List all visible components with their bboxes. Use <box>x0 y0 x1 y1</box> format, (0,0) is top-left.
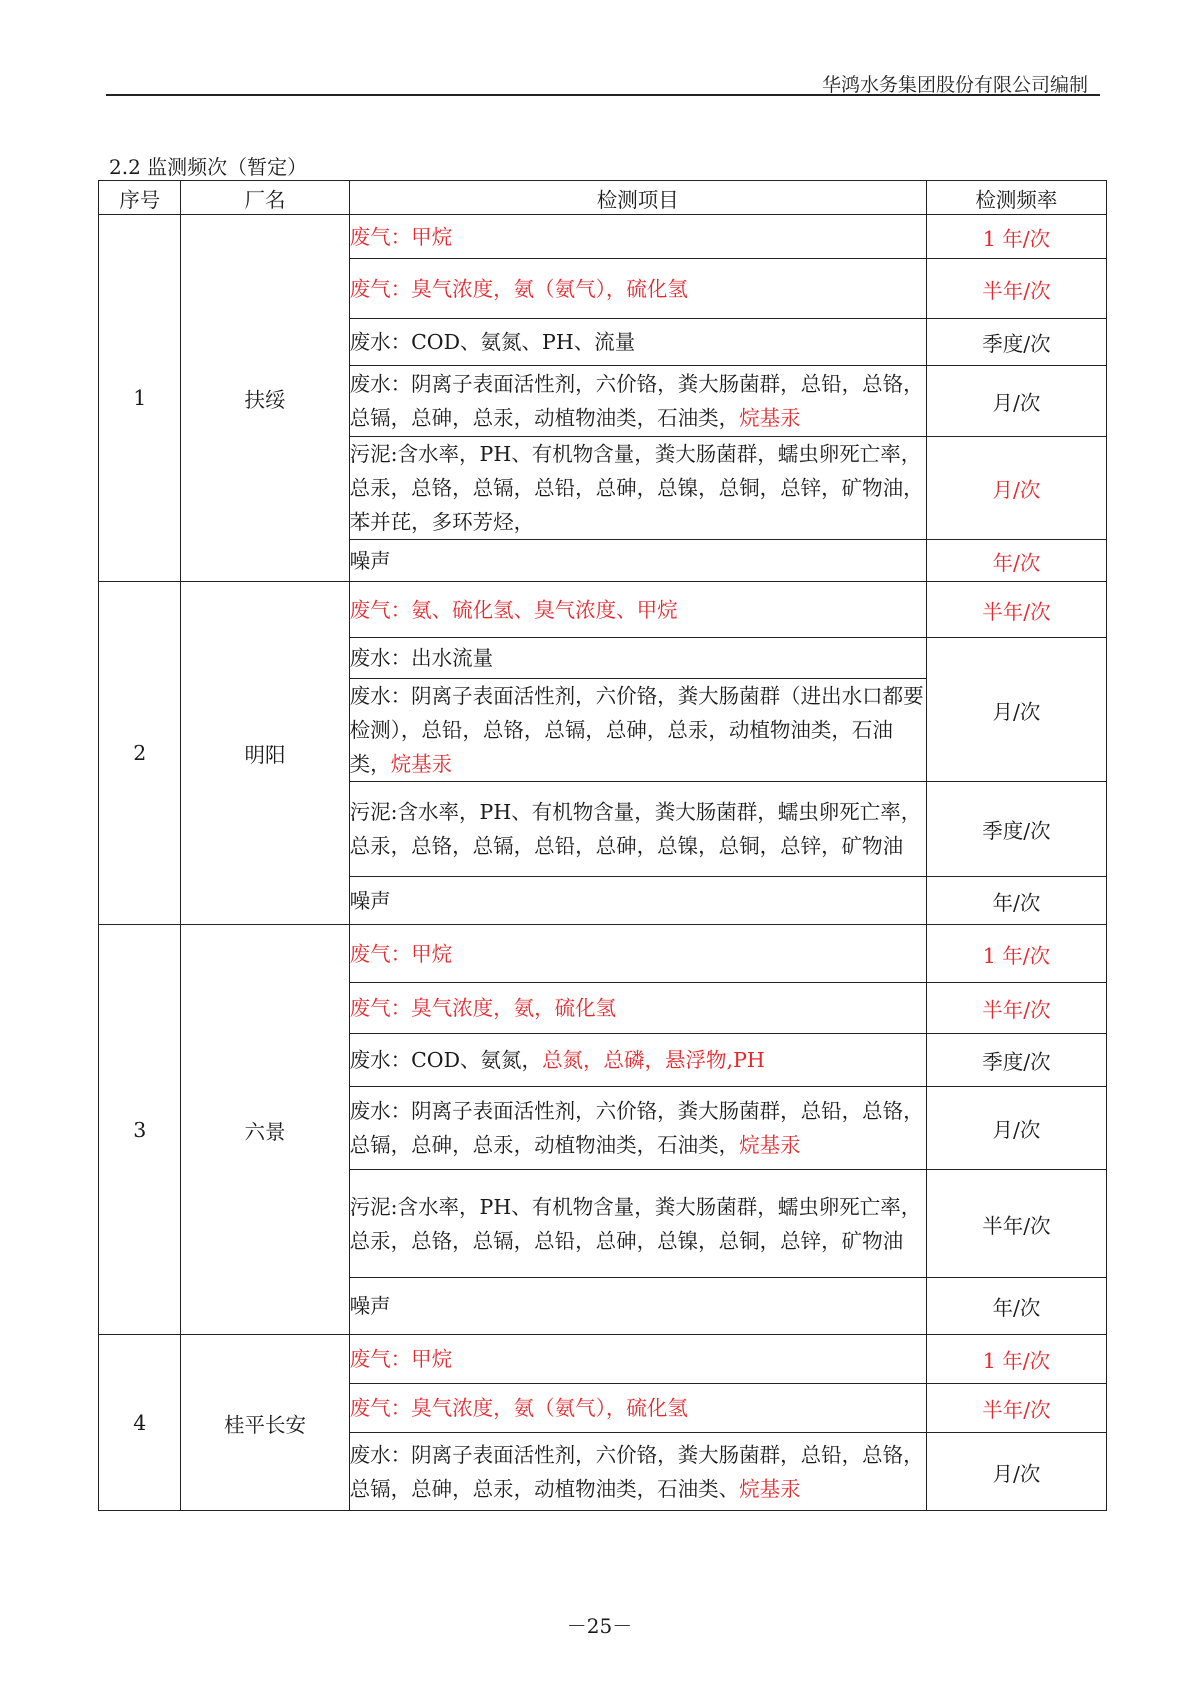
header-serial-no: 序号 <box>99 181 181 215</box>
test-item-cell: 污泥:含水率，PH、有机物含量，粪大肠菌群，蠕虫卵死亡率，总汞，总铬，总镉，总铅，总砷，总镍，总铜，总锌，矿物油，苯并芘，多环芳烃， <box>349 437 926 540</box>
page-number: －25－ <box>566 1614 633 1638</box>
header-test-items: 检测项目 <box>349 181 926 215</box>
test-item-cell: 废气：甲烷 <box>349 215 926 259</box>
frequency-cell: 年/次 <box>926 877 1106 925</box>
test-item-text: 废水：阴离子表面活性剂，六价铬，粪大肠菌群，总铅，总铬，总镉，总砷，总汞，动植物油类，石油类、 <box>349 1442 924 1501</box>
test-item-cell: 噪声 <box>349 540 926 582</box>
header-plant-name: 厂名 <box>181 181 349 215</box>
frequency-cell: 半年/次 <box>926 1384 1106 1433</box>
test-item-cell: 污泥:含水率，PH、有机物含量，粪大肠菌群，蠕虫卵死亡率，总汞，总铬，总镉，总铅，总砷，总镍，总铜，总锌，矿物油 <box>349 1170 926 1278</box>
test-item-text: 废水：阴离子表面活性剂，六价铬，粪大肠菌群，总铅，总铬，总镉，总砷，总汞，动植物油类，石油类， <box>349 372 924 430</box>
frequency-cell: 1 年/次 <box>926 1335 1106 1384</box>
test-item-cell: 废气：臭气浓度，氨，硫化氢 <box>349 983 926 1034</box>
test-item-cell: 污泥:含水率，PH、有机物含量，粪大肠菌群，蠕虫卵死亡率，总汞，总铬，总镉，总铅，总砷，总镍，总铜，总锌，矿物油 <box>349 782 926 877</box>
monitoring-frequency-table <box>98 180 1107 1511</box>
frequency-cell: 年/次 <box>926 1278 1106 1335</box>
test-item-cell <box>349 366 926 437</box>
highlighted-item-text: 烷基汞 <box>739 1133 801 1157</box>
header-test-frequency: 检测频率 <box>926 181 1106 215</box>
frequency-cell: 月/次 <box>926 1433 1106 1511</box>
document-header-org: 华鸿水务集团股份有限公司编制 <box>821 74 1088 96</box>
test-item-cell <box>349 1087 926 1170</box>
plant-name-cell: 桂平长安 <box>181 1335 349 1511</box>
test-item-text: 废水：阴离子表面活性剂，六价铬，粪大肠菌群，总铅，总铬，总镉，总砷，总汞，动植物油类，石油类， <box>349 1099 924 1157</box>
test-item-cell: 废水：出水流量 <box>349 638 926 679</box>
frequency-cell: 半年/次 <box>926 582 1106 638</box>
frequency-cell: 月/次 <box>926 1087 1106 1170</box>
frequency-cell: 月/次 <box>926 366 1106 437</box>
highlighted-item-text: 烷基汞 <box>739 1476 801 1501</box>
frequency-cell: 季度/次 <box>926 782 1106 877</box>
plant-name-cell: 六景 <box>181 925 349 1335</box>
frequency-cell: 半年/次 <box>926 1170 1106 1278</box>
test-item-cell: 废水：COD、氨氮、PH、流量 <box>349 319 926 366</box>
test-item-cell: 废气：甲烷 <box>349 925 926 983</box>
frequency-cell: 月/次 <box>926 638 1106 782</box>
highlighted-item-text: 烷基汞 <box>739 406 801 430</box>
serial-no-cell: 3 <box>99 925 181 1335</box>
frequency-cell: 月/次 <box>926 437 1106 540</box>
test-item-cell: 噪声 <box>349 1278 926 1335</box>
test-item-text: 废水：阴离子表面活性剂，六价铬，粪大肠菌群（进出水口都要检测），总铅，总铬，总镉，总砷，总汞，动植物油类，石油类， <box>349 684 924 776</box>
test-item-cell: 废气：臭气浓度，氨（氨气），硫化氢 <box>349 1384 926 1433</box>
frequency-cell: 半年/次 <box>926 983 1106 1034</box>
frequency-cell: 季度/次 <box>926 1034 1106 1087</box>
test-item-cell: 噪声 <box>349 877 926 925</box>
highlighted-item-text: 总氮，总磷，悬浮物,PH <box>542 1048 765 1072</box>
highlighted-item-text: 烷基汞 <box>390 752 453 776</box>
frequency-cell: 年/次 <box>926 540 1106 582</box>
table-row <box>99 1335 1107 1384</box>
table-row <box>99 582 1107 638</box>
table-row <box>99 215 1107 259</box>
table-header-row <box>99 181 1107 215</box>
serial-no-cell: 4 <box>99 1335 181 1511</box>
frequency-cell: 1 年/次 <box>926 925 1106 983</box>
test-item-cell <box>349 679 926 782</box>
test-item-cell <box>349 1433 926 1511</box>
header-divider <box>106 94 1100 96</box>
plant-name-cell: 扶绥 <box>181 215 349 582</box>
section-title: 2.2 监测频次（暂定） <box>109 155 308 179</box>
test-item-cell <box>349 1034 926 1087</box>
test-item-text: 废水：COD、氨氮， <box>349 1048 543 1072</box>
test-item-cell: 废气：氨、硫化氢、臭气浓度、甲烷 <box>349 582 926 638</box>
frequency-cell: 1 年/次 <box>926 215 1106 259</box>
frequency-cell: 半年/次 <box>926 259 1106 319</box>
plant-name-cell: 明阳 <box>181 582 349 925</box>
test-item-cell: 废气：甲烷 <box>349 1335 926 1384</box>
table-row <box>99 925 1107 983</box>
test-item-cell: 废气：臭气浓度，氨（氨气），硫化氢 <box>349 259 926 319</box>
serial-no-cell: 1 <box>99 215 181 582</box>
frequency-cell: 季度/次 <box>926 319 1106 366</box>
serial-no-cell: 2 <box>99 582 181 925</box>
